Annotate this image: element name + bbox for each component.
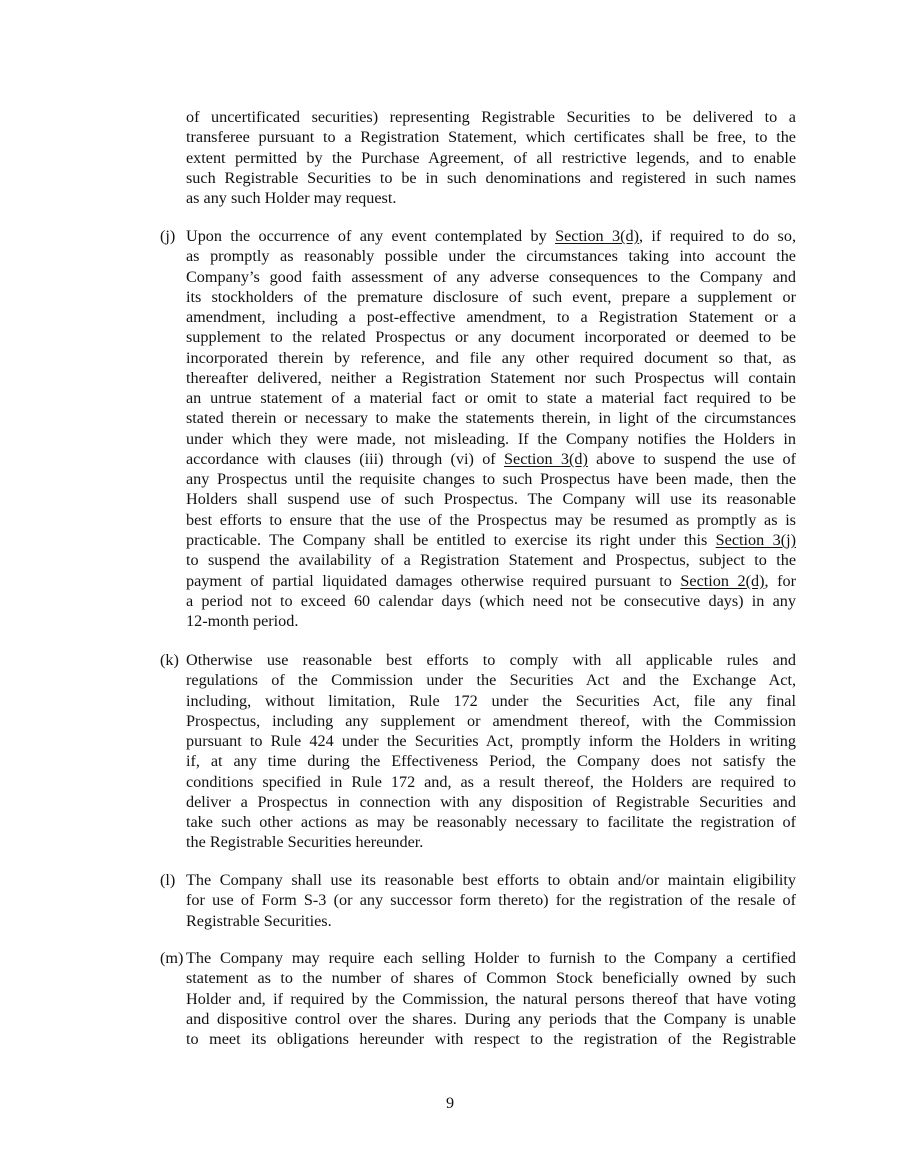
section-reference: Section 3(d) bbox=[504, 449, 588, 468]
text-line: and dispositive control over the shares. During any periods that the Company is unable bbox=[186, 1009, 796, 1028]
text-line: amendment, including a post-effective amendment, to a Registration Statement or a bbox=[186, 308, 796, 327]
text-line: The Company may require each selling Holder to furnish to the Company a certified bbox=[186, 949, 796, 967]
text-line: conditions specified in Rule 172 and, as a result thereof, the Holders are required to bbox=[186, 772, 796, 791]
paragraph-continuation bbox=[186, 107, 796, 208]
text-line: stated therein or necessary to make the statements therein, in light of the circumstances bbox=[186, 409, 796, 428]
section-reference: Section 3(j) bbox=[715, 530, 796, 549]
text-line: transferee pursuant to a Registration Statement, which certificates shall be free, to the bbox=[186, 128, 796, 147]
paragraph-j bbox=[160, 226, 796, 631]
list-label: (k) bbox=[160, 651, 179, 669]
paragraph-l bbox=[160, 870, 796, 931]
text-line: extent permitted by the Purchase Agreement, of all restrictive legends, and to enable bbox=[186, 148, 796, 167]
text-line bbox=[186, 449, 796, 469]
text-segment: practicable. The Company shall be entitled to exercise its right under this bbox=[186, 530, 716, 549]
text-line: Registrable Securities. bbox=[186, 911, 332, 930]
text-line: as promptly as reasonably possible under the circumstances taking into account the bbox=[186, 247, 796, 266]
page-number: 9 bbox=[445, 1094, 455, 1112]
text-line: incorporated therein by reference, and file any other required document so that, as bbox=[186, 348, 796, 367]
text-segment: accordance with clauses (iii) through (vi) of bbox=[186, 449, 505, 468]
section-reference: Section 3(d) bbox=[555, 227, 639, 245]
text-line: Prospectus, including any supplement or amendment thereof, with the Commission bbox=[186, 711, 796, 730]
text-line: if, at any time during the Effectiveness Period, the Company does not satisfy the bbox=[186, 752, 796, 771]
text-line: the Registrable Securities hereunder. bbox=[186, 833, 424, 852]
list-label: (l) bbox=[160, 871, 176, 889]
text-segment: , for bbox=[764, 571, 796, 590]
text-line: The Company shall use its reasonable best efforts to obtain and/or maintain eligibility bbox=[186, 871, 796, 889]
text-line: its stockholders of the premature disclosure of such event, prepare a supplement or bbox=[186, 287, 796, 306]
list-label: (m) bbox=[160, 949, 184, 967]
text-line: as any such Holder may request. bbox=[186, 189, 397, 208]
text-line: an untrue statement of a material fact or omit to state a material fact required to be bbox=[186, 389, 796, 408]
text-line: of uncertificated securities) representing Registrable Securities to be delivered to a bbox=[186, 108, 796, 126]
text-line bbox=[186, 226, 796, 246]
text-line bbox=[186, 571, 796, 591]
text-line: Holder and, if required by the Commission, the natural persons thereof that have voting bbox=[186, 989, 796, 1008]
section-reference: Section 2(d) bbox=[680, 571, 765, 590]
text-line: Company’s good faith assessment of any adverse consequences to the Company and bbox=[186, 267, 796, 286]
text-line: take such other actions as may be reasonably necessary to facilitate the registration of bbox=[186, 813, 796, 832]
text-line: any Prospectus until the requisite changes to such Prospectus have been made, then the bbox=[186, 470, 796, 489]
text-line: statement as to the number of shares of Common Stock beneficially owned by such bbox=[186, 969, 796, 988]
text-segment: , if required to do so, bbox=[639, 227, 796, 245]
text-line: regulations of the Commission under the Securities Act and the Exchange Act, bbox=[186, 671, 796, 690]
text-line: best efforts to ensure that the use of the Prospectus may be resumed as promptly as is bbox=[186, 510, 796, 529]
text-line: 12-month period. bbox=[186, 612, 299, 631]
text-line: to suspend the availability of a Registration Statement and Prospectus, subject to the bbox=[186, 551, 796, 570]
text-line: for use of Form S-3 (or any successor form thereto) for the registration of the resale of bbox=[186, 891, 796, 910]
text-line: such Registrable Securities to be in such denominations and registered in such names bbox=[186, 168, 796, 187]
paragraph-m bbox=[160, 948, 796, 1049]
text-segment: Upon the occurrence of any event contemplated by bbox=[186, 227, 556, 245]
text-segment: above to suspend the use of bbox=[587, 449, 796, 468]
text-line: supplement to the related Prospectus or any document incorporated or deemed to be bbox=[186, 328, 796, 347]
text-line: pursuant to Rule 424 under the Securities Act, promptly inform the Holders in writing bbox=[186, 732, 796, 751]
text-line: under which they were made, not misleading. If the Company notifies the Holders in bbox=[186, 429, 796, 448]
text-line: thereafter delivered, neither a Registration Statement nor such Prospectus will contain bbox=[186, 368, 796, 387]
text-line: to meet its obligations hereunder with respect to the registration of the Registrable bbox=[186, 1030, 796, 1049]
text-segment: payment of partial liquidated damages otherwise required pursuant to bbox=[186, 571, 681, 590]
text-line: Holders shall suspend use of such Prospectus. The Company will use its reasonable bbox=[186, 490, 796, 509]
text-line: including, without limitation, Rule 172 under the Securities Act, file any final bbox=[186, 691, 796, 710]
paragraph-k bbox=[160, 650, 796, 853]
text-line: Otherwise use reasonable best efforts to comply with all applicable rules and bbox=[186, 651, 796, 669]
list-label: (j) bbox=[160, 227, 176, 245]
text-line bbox=[186, 530, 796, 550]
text-line: deliver a Prospectus in connection with any disposition of Registrable Securities and bbox=[186, 792, 796, 811]
text-line: a period not to exceed 60 calendar days (which need not be consecutive days) in any bbox=[186, 591, 796, 610]
